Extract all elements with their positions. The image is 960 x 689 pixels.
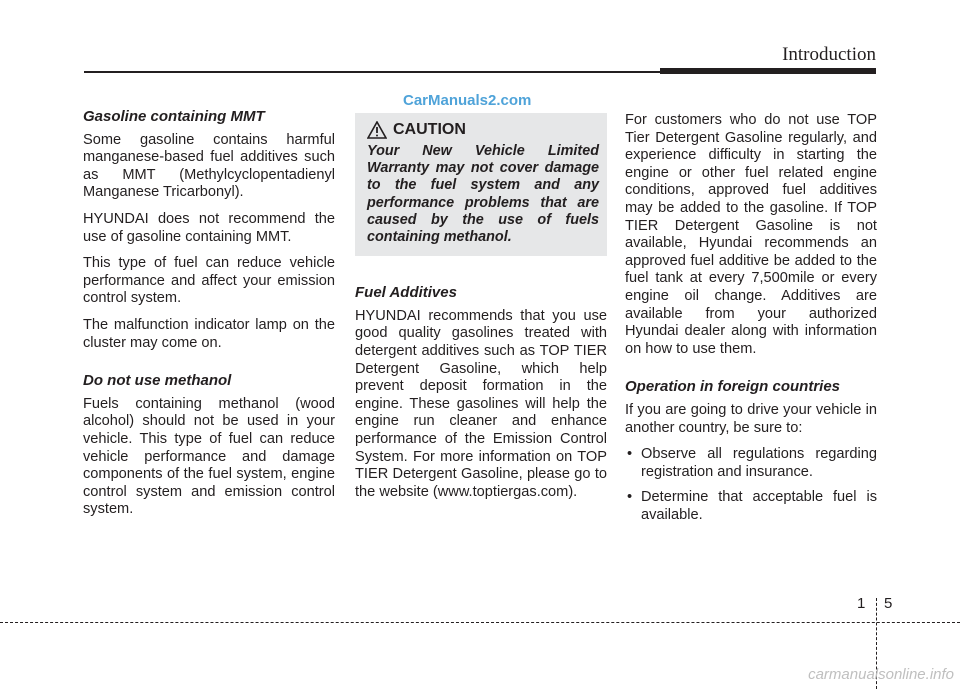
bullet-list	[625, 446, 877, 524]
heading-methanol: Do not use methanol	[83, 372, 232, 390]
caution-body: Your New Vehicle Limited Warranty may not cover damage to the fuel system and any performance problems that are caused by the use of fuels containing methanol.	[367, 143, 599, 246]
heading-foreign-countries: Operation in foreign countries	[625, 378, 841, 396]
footer-dashed-rule	[0, 622, 960, 623]
page-number: 5	[884, 595, 893, 612]
paragraph: Some gasoline contains harmful manganese-based fuel additives such as MMT (Methylcyclopentadienyl Manganese Tricarbonyl).	[83, 131, 335, 201]
header-rule-thin	[84, 71, 660, 73]
header-title: Introduction	[782, 44, 876, 65]
header-rule-thick	[660, 68, 876, 74]
heading-gasoline-mmt: Gasoline containing MMT	[83, 108, 265, 125]
paragraph: The malfunction indicator lamp on the cluster may come on.	[83, 316, 335, 351]
paragraph: HYUNDAI does not recommend the use of gasoline containing MMT.	[83, 210, 335, 245]
watermark-logo[interactable]: CarManuals2.com	[403, 92, 532, 109]
column-3	[625, 112, 877, 532]
column-2	[355, 113, 607, 510]
caution-box	[355, 113, 607, 256]
list-item: • Determine that acceptable fuel is available.	[625, 489, 877, 524]
column-1	[83, 108, 335, 528]
paragraph: HYUNDAI recommends that you use good quality gasolines treated with detergent additives such as TOP TIER Detergent Gasoline, which help prevent deposit formation in the engine. These gasolines will help the engine run cleaner and enhance performance of the Emission Control System. For more information on TOP TIER Detergent Gasoline, please go to the website (www.toptiergas.com).	[355, 307, 607, 500]
caution-header	[367, 121, 599, 139]
paragraph: If you are going to drive your vehicle in another country, be sure to:	[625, 401, 877, 436]
caution-title: CAUTION	[393, 121, 466, 139]
paragraph: Fuels containing methanol (wood alcohol) should not be used in your vehicle. This type of fuel can reduce vehicle performance and damage components of the fuel system, engine control system and emission control system.	[83, 395, 335, 518]
list-item: • Observe all regulations regarding registration and insurance.	[625, 446, 877, 481]
page-chapter: 1	[857, 595, 866, 612]
footer-watermark[interactable]: carmanualsonline.info	[808, 666, 954, 683]
paragraph: This type of fuel can reduce vehicle performance and affect your emission control system.	[83, 255, 335, 307]
warning-triangle-icon	[367, 121, 387, 139]
heading-fuel-additives: Fuel Additives	[355, 284, 457, 302]
paragraph: For customers who do not use TOP Tier Detergent Gasoline regularly, and experience difficulty in starting the engine or other fuel related engine conditions, approved fuel additives may be added to the gasoline. If TOP TIER Detergent Gasoline is not available, Hyundai recommends an approved fuel additive be added to the fuel tank at every 7,500mile or every engine oil change. Additives are available from your authorized Hyundai dealer along with information on how to use them.	[625, 112, 877, 357]
